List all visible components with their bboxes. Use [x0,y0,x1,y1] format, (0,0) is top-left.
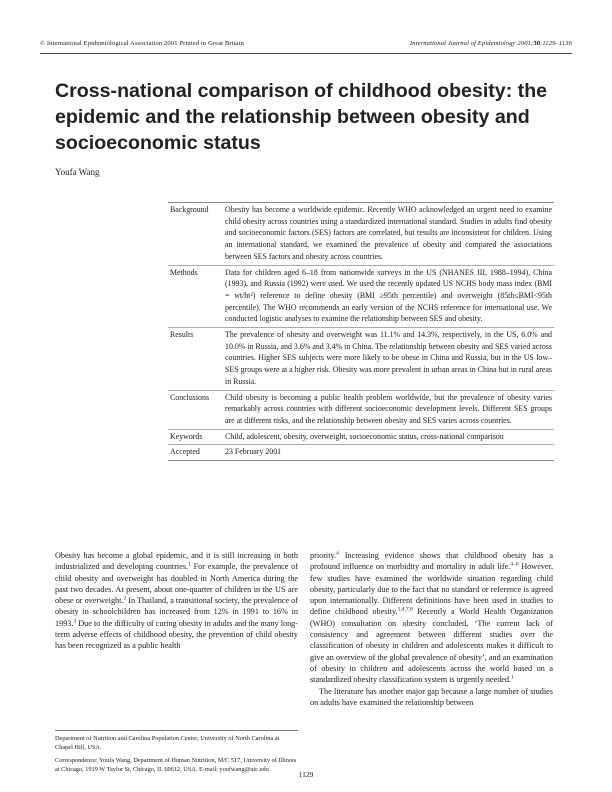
journal-header [410,40,572,47]
abstract-text: Child, adolescent, obesity, overweight, socioeconomic status, cross-national comparison [225,431,504,441]
body-text: Obesity has become a global epidemic, and it is still increasing in both industrialized and developing countries. [55,551,298,572]
body-text: However, few studies have examined the worldwide situation regarding child obesity, particularly due to the fact that no standard or reference is agreed upon internationally. Different definitions have been used in studies to define childhood obesity. [310,562,553,617]
journal-volume: 30 [533,40,541,47]
header-rule [40,53,572,54]
body-paragraph [55,550,298,652]
citation: 1,4,7,8 [397,606,413,613]
abstract-text: Obesity has become a worldwide epidemic. Recently WHO acknowledged an urgent need to examine child obesity across countries using a standardized international standard. Studies in adults find obesity and socioeconomic factors (SES) factors are correlated, but results are inconsistent for children. Using an international standard, we examined the prevalence of obesity and compared the associations between SES factors and obesity across countries. [225,205,552,261]
citation: 3 [73,618,77,625]
body-column-left [55,550,298,652]
citation: 4 [336,550,339,557]
citation: 4–6 [510,561,519,568]
journal-name: International Journal of Epidemiology [409,40,516,47]
citation: 1 [511,674,514,681]
body-text: priority. [310,551,337,560]
body-text: Increasing evidence shows that childhood obesity has a profound influence on morbidity and mortality in adult life. [310,551,553,572]
journal-year: 2001; [515,40,534,47]
body-column-right [310,550,553,708]
body-text: For example, the prevalence of child obesity and overweight has doubled in North America during the past two decades. At present, about one-quarter of children in the US are obese or overweight. [55,562,298,606]
citation: 2 [123,595,127,602]
body-text: Recently a World Health Organization (WHO) consultation on obesity concluded, ‘The current lack of consistency and agreement between different studies over the classification of obesity in children and adolescents makes it difficult to give an overview of the global prevalence of obesity’, and an examination of obesity in children and adolescents across the world based on a standardized obesity classification system is urgently needed. [310,607,553,685]
body-paragraph [310,550,553,686]
author: Youfa Wang [55,167,100,177]
abstract-row [168,445,554,460]
affiliation-footnote: Department of Nutrition and Carolina Population Center, University of North Carolina at Chapel Hill, USA. [55,735,280,751]
abstract-text: Data for children aged 6–18 from nationwide surveys in the US (NHANES III, 1988–1994), China (1993), and Russia (1992) were used. We used the recently updated US NCHS body mass index (BMI = wt/ht²) reference to define obesity (BMI ≥95th percentile) and overweight (85th≤BMI<95th percentile). The WHO recommends an early version of the NCHS reference for international use. We conducted logistic analyses to examine the relationship between SES and obesity. [225,267,552,324]
page-number: 1129 [298,770,314,779]
article-title: Cross-national comparison of childhood obesity: the epidemic and the relationship between obesity and socioeconomic status [55,80,548,154]
citation: 1 [188,561,191,568]
correspondence-footnote: Correspondence: Youfa Wang, Department of Human Nutrition, M/C 517, University of Illinois at Chicago, 1919 W Taylor St, Chicago, IL 60612, USA. E-mail: youfwang@uic.edu [55,757,297,773]
abstract-label: Keywords [170,431,203,441]
abstract-row [168,391,554,430]
abstract-label: Accepted [170,447,200,457]
body-paragraph: The literature has another major gap because a large number of studies on adults have examined the relationship between [310,686,553,707]
abstract-label: Conclusions [170,392,210,402]
abstract-label: Results [170,330,194,340]
abstract-row [168,328,554,391]
copyright-header: © International Epidemiological Association 2001 Printed in Great Britain [40,40,244,47]
body-text: Due to the difficulty of curing obesity in adults and the many long-term adverse effects of childhood obesity, the prevention of child obesity has been recognized as a public health [55,618,298,651]
abstract-text: 23 February 2001 [225,447,282,457]
abstract [168,202,554,461]
abstract-row [168,266,554,329]
journal-pages: :1129–1136 [540,40,572,47]
abstract-row [168,430,554,446]
abstract-row [168,203,554,266]
abstract-text: Child obesity is becoming a public health problem worldwide, but the prevalence of obesity varies remarkably across countries with different socioeconomic development levels. Different SES groups are at different risks, and the relationship between obesity and SES varies across countries. [225,392,552,425]
footnote-rule [55,730,298,731]
abstract-label: Background [170,205,209,214]
abstract-label: Methods [170,267,198,277]
body-text: In Thailand, a transitional society, the prevalence of obesity in schoolchildren has increased from 12% in 1991 to 16% in 1993. [55,596,298,628]
abstract-text: The prevalence of obesity and overweight was 11.1% and 14.3%, respectively, in the US, 6.0% and 10.0% in Russia, and 3.6% and 3.4% in China. The relationship between obesity and SES varied across countries. Higher SES subjects were more likely to be obese in China and Russia, but in the US low–SES groups were at a higher risk. Obesity was more prevalent in urban areas in China but in rural areas in Russia. [225,330,552,386]
